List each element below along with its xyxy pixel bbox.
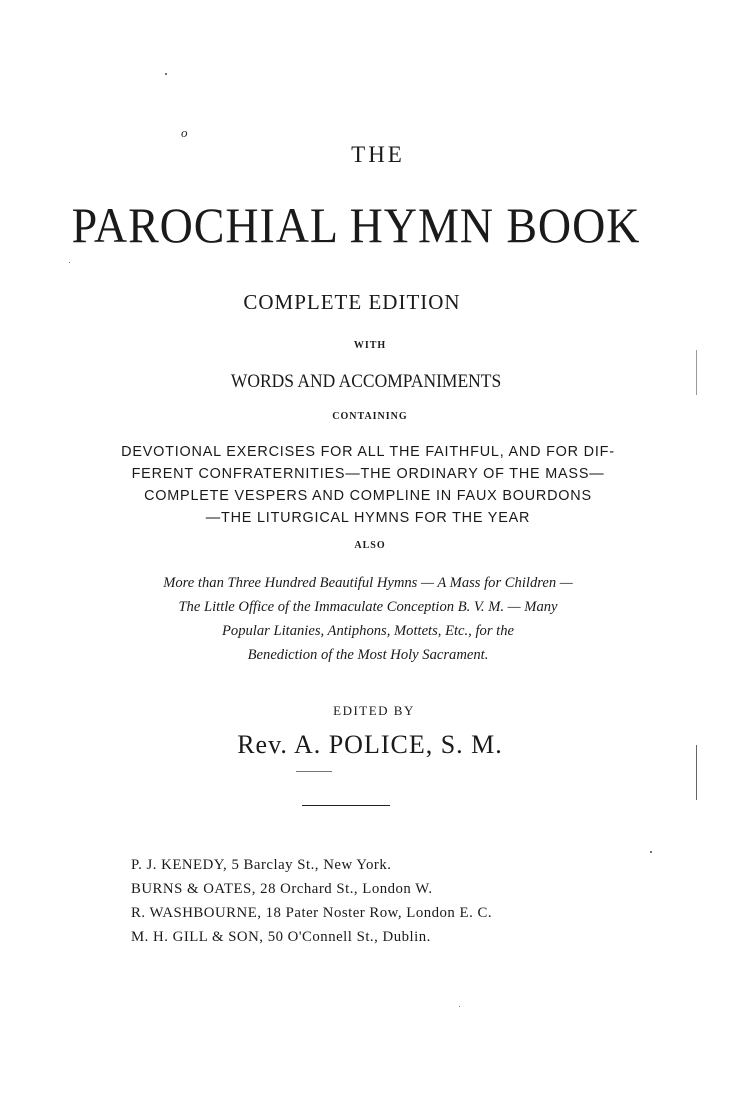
contents-description: [0, 441, 736, 529]
publisher-line: M. H. GILL & SON, 50 O'Connell St., Dublin.: [131, 929, 431, 945]
containing-label: CONTAINING: [332, 411, 408, 422]
contents-line: DEVOTIONAL EXERCISES FOR ALL THE FAITHFUL, AND FOR DIF-: [121, 444, 615, 460]
also-line: More than Three Hundred Beautiful Hymns — A Mass for Children —: [163, 575, 573, 591]
publisher-line: P. J. KENEDY, 5 Barclay St., New York.: [131, 857, 392, 873]
also-line: Benediction of the Most Holy Sacrament.: [247, 647, 489, 663]
publisher-line: R. WASHBOURNE, 18 Pater Noster Row, London E. C.: [131, 905, 493, 921]
with-label: WITH: [353, 340, 387, 351]
also-label: ALSO: [354, 540, 386, 551]
ink-speck: [459, 1006, 460, 1007]
main-title: PAROCHIAL HYMN BOOK: [71, 197, 641, 253]
contents-line: —THE LITURGICAL HYMNS FOR THE YEAR: [205, 510, 531, 526]
ink-speck: [69, 262, 70, 263]
ink-speck: [650, 851, 652, 853]
edition-heading: COMPLETE EDITION: [243, 290, 461, 314]
also-line: The Little Office of the Immaculate Conception B. V. M. — Many: [178, 599, 558, 615]
ink-speck: [165, 73, 167, 75]
publishers-list: [131, 853, 492, 949]
subtitle: WORDS AND ACCOMPANIMENTS: [230, 371, 502, 392]
also-line: Popular Litanies, Antiphons, Mottets, Etc., for the: [221, 623, 514, 639]
contents-line: FERENT CONFRATERNITIES—THE ORDINARY OF THE MASS—: [131, 466, 605, 482]
editor-name: Rev. A. POLICE, S. M.: [237, 730, 503, 759]
contents-line: COMPLETE VESPERS AND COMPLINE IN FAUX BOURDONS: [144, 488, 592, 504]
publisher-line: BURNS & OATES, 28 Orchard St., London W.: [131, 881, 433, 897]
edited-by-label: EDITED BY: [333, 703, 415, 718]
divider-rule: [302, 805, 390, 806]
title-article: THE: [351, 142, 405, 167]
ornament-rule: [296, 771, 332, 772]
also-description: [0, 571, 736, 667]
stray-mark: o: [181, 125, 188, 140]
